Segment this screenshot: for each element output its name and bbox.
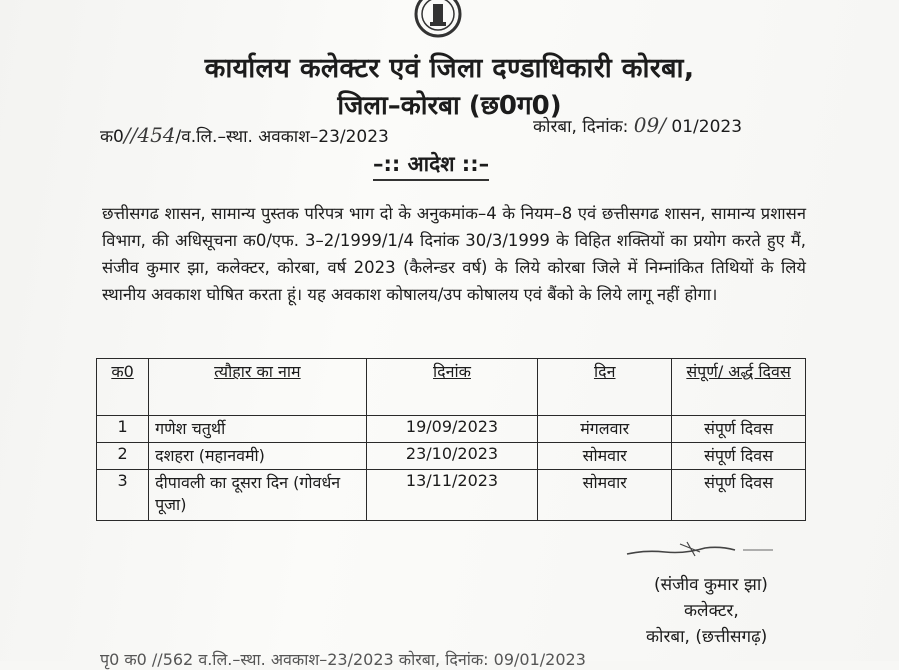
header-day-type: संपूर्ण/ अर्द्ध दिवस bbox=[672, 359, 806, 416]
endorsement-line-cutoff: पृ0 क0 //562 व.लि.–स्था. अवकाश–23/2023 कोरबा, दिनांक: 09/01/2023 bbox=[100, 650, 586, 669]
row-festival: दशहरा (महानवमी) bbox=[149, 443, 367, 470]
order-body-paragraph: छत्तीसगढ शासन, सामान्य पुस्तक परिपत्र भाग दो के अनुकमांक–4 के नियम–8 एवं छत्तीसगढ शासन, सामान्य प्रशासन विभाग, की अधिसूचना क0/एफ. 3–2/1999/1/4 दिनांक 30/3/1999 के विहित शक्तियों का प्रयोग करते हुए मैं, संजीव कुमार झा, कलेक्टर, कोरबा, वर्ष 2023 (कैलेन्डर वर्ष) के लिये कोरबा जिले में निम्नांकित तिथियों के लिये स्थानीय अवकाश घोषित करता हूं। यह अवकाश कोषालय/उप कोषालय एवं बैंको के लिये लागू नहीं होगा। bbox=[102, 204, 806, 304]
district-title: जिला–कोरबा (छ0ग0) bbox=[337, 91, 562, 121]
row-serial: 2 bbox=[97, 443, 149, 470]
ref-prefix: क0 bbox=[100, 127, 124, 147]
header-serial: क0 bbox=[97, 359, 149, 416]
state-emblem-icon bbox=[409, 0, 467, 40]
table-row bbox=[97, 416, 806, 443]
signatory-place: कोरबा, (छत्तीसगढ़) bbox=[646, 627, 768, 647]
handwritten-day: 09/ bbox=[633, 113, 666, 137]
ref-suffix: /व.लि.–स्था. अवकाश–23/2023 bbox=[175, 127, 389, 147]
header-date: दिनांक bbox=[366, 359, 538, 416]
row-festival: गणेश चतुर्थी bbox=[149, 416, 367, 443]
signature-icon bbox=[625, 540, 775, 558]
signatory-designation: कलेक्टर, bbox=[684, 601, 739, 621]
office-title: कार्यालय कलेक्टर एवं जिला दण्डाधिकारी कोरबा, bbox=[204, 53, 695, 84]
date-rest: 01/2023 bbox=[671, 117, 743, 137]
table-row bbox=[97, 470, 806, 521]
holiday-table bbox=[96, 358, 806, 521]
row-day-type: संपूर्ण दिवस bbox=[672, 443, 806, 470]
row-date: 13/11/2023 bbox=[366, 470, 538, 521]
row-serial: 3 bbox=[97, 470, 149, 521]
header-day: दिन bbox=[538, 359, 672, 416]
signatory-name: (संजीव कुमार झा) bbox=[654, 575, 768, 595]
header-festival: त्यौहार का नाम bbox=[149, 359, 367, 416]
row-day-type: संपूर्ण दिवस bbox=[672, 416, 806, 443]
row-serial: 1 bbox=[97, 416, 149, 443]
reference-number bbox=[100, 123, 389, 147]
handwritten-ref-no: //454 bbox=[123, 123, 176, 147]
order-date bbox=[533, 113, 742, 137]
table-header-row bbox=[97, 359, 806, 416]
row-day: सोमवार bbox=[538, 443, 672, 470]
row-date: 23/10/2023 bbox=[366, 443, 538, 470]
table-row bbox=[97, 443, 806, 470]
row-day: सोमवार bbox=[538, 470, 672, 521]
row-day-type: संपूर्ण दिवस bbox=[672, 470, 806, 521]
row-festival: दीपावली का दूसरा दिन (गोवर्धन पूजा) bbox=[149, 470, 367, 521]
row-day: मंगलवार bbox=[538, 416, 672, 443]
row-date: 19/09/2023 bbox=[366, 416, 538, 443]
order-heading: –:: आदेश ::– bbox=[373, 150, 489, 181]
date-label: कोरबा, दिनांक: bbox=[533, 117, 629, 137]
